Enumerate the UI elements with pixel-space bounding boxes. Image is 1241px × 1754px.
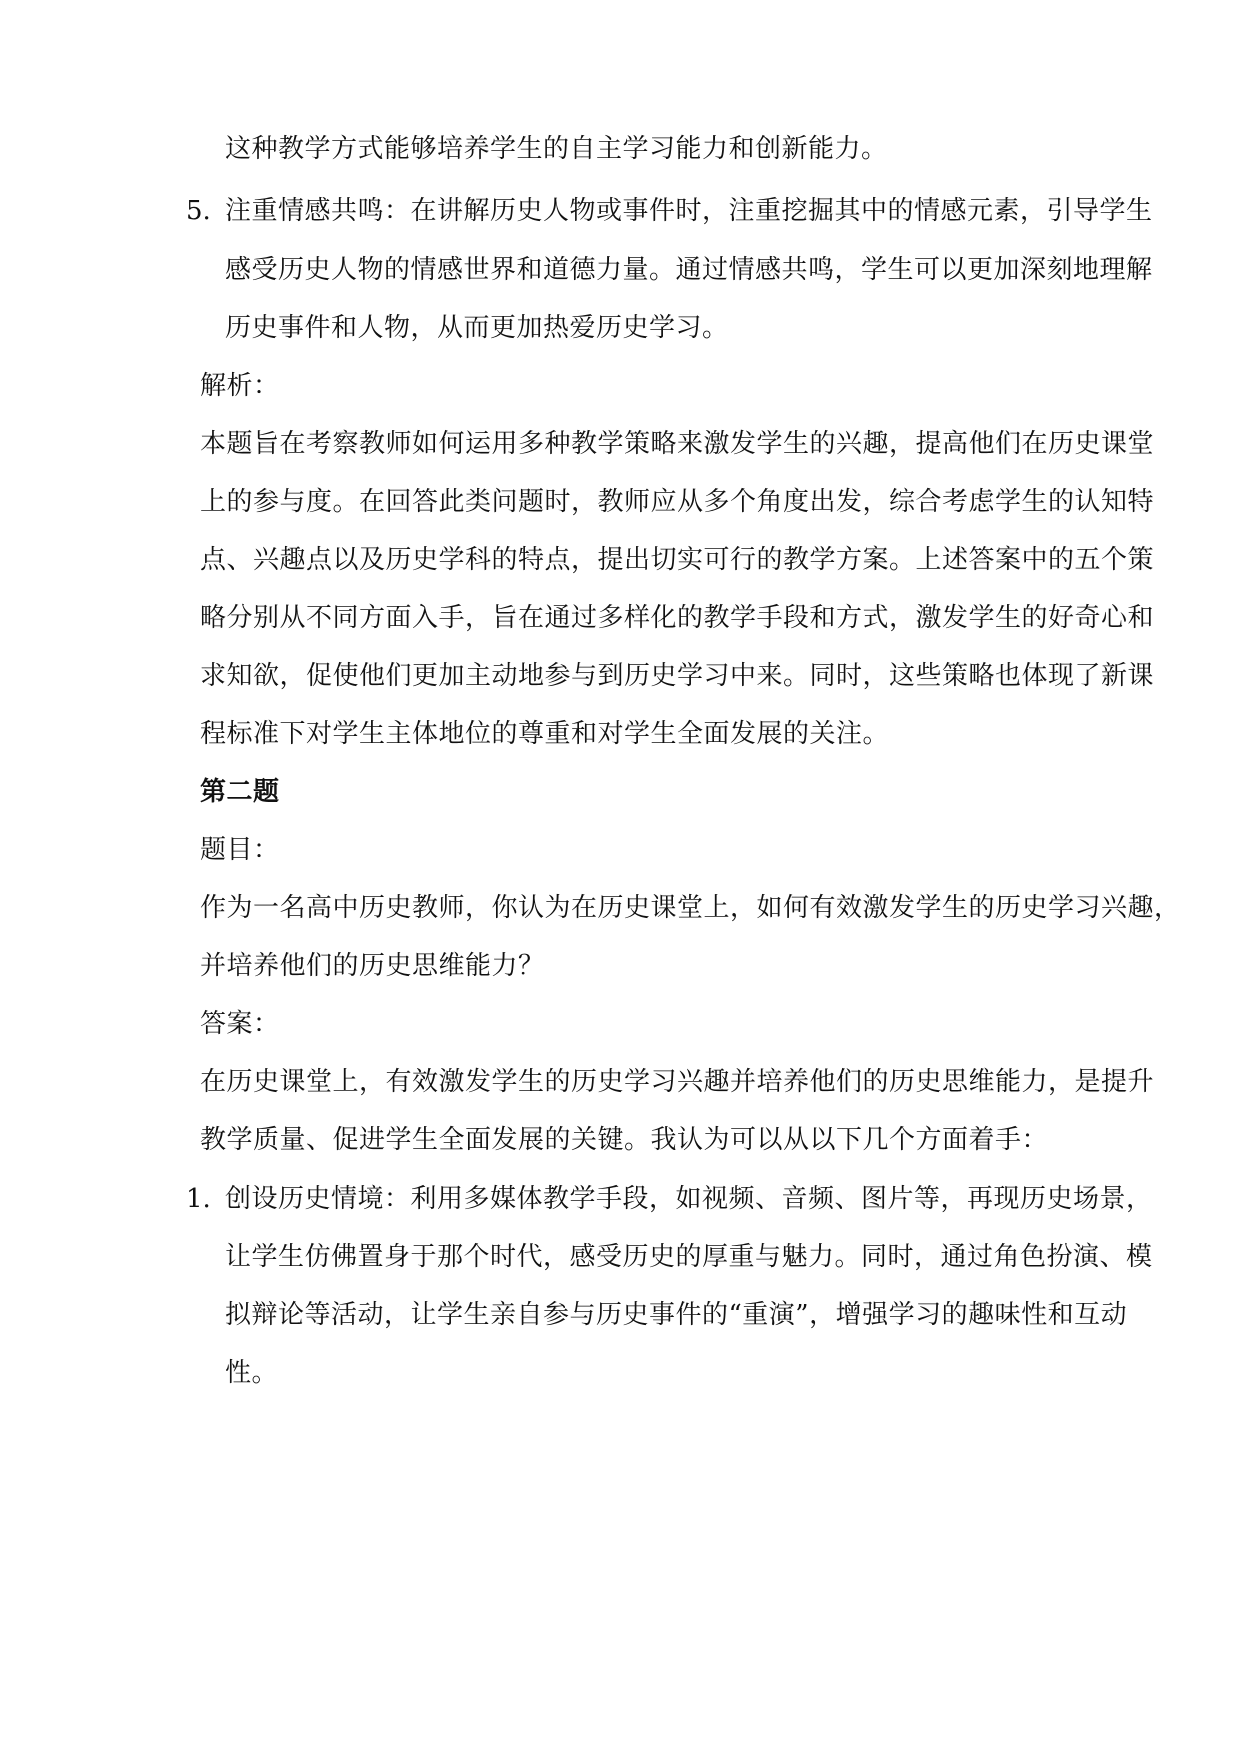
answer-line-1: 在历史课堂上，有效激发学生的历史学习兴趣并培养他们的历史思维能力，是提升	[200, 1067, 1155, 1097]
analysis-line-5: 求知欲，促使他们更加主动地参与到历史学习中来。同时，这些策略也体现了新课	[200, 661, 1155, 691]
analysis-line-3: 点、兴趣点以及历史学科的特点，提出切实可行的教学方案。上述答案中的五个策	[200, 545, 1155, 575]
list-item-1-line-4: 性。	[225, 1358, 279, 1388]
question-line-1: 作为一名高中历史教师，你认为在历史课堂上，如何有效激发学生的历史学习兴趣，	[200, 893, 1181, 923]
list-item-5-line-3: 历史事件和人物，从而更加热爱历史学习。	[225, 313, 729, 343]
analysis-line-6: 程标准下对学生主体地位的尊重和对学生全面发展的关注。	[200, 719, 890, 749]
list-item-1-line-3: 拟辩论等活动，让学生亲自参与历史事件的“重演”，增强学习的趣味性和互动	[225, 1300, 1128, 1330]
question-line-2: 并培养他们的历史思维能力？	[200, 951, 545, 981]
list-number-1: 1.	[186, 1184, 211, 1214]
list-item-5-line-2: 感受历史人物的情感世界和道德力量。通过情感共鸣，学生可以更加深刻地理解	[225, 255, 1153, 285]
analysis-line-1: 本题旨在考察教师如何运用多种教学策略来激发学生的兴趣，提高他们在历史课堂	[200, 429, 1155, 459]
analysis-label: 解析：	[200, 371, 280, 401]
section-heading: 第二题	[200, 777, 280, 807]
analysis-line-2: 上的参与度。在回答此类问题时，教师应从多个角度出发，综合考虑学生的认知特	[200, 487, 1155, 517]
list-number-5: 5.	[186, 196, 211, 226]
paragraph-continuation: 这种教学方式能够培养学生的自主学习能力和创新能力。	[225, 134, 888, 164]
question-label: 题目：	[200, 835, 280, 865]
list-item-1-line-2: 让学生仿佛置身于那个时代，感受历史的厚重与魅力。同时，通过角色扮演、模	[225, 1242, 1153, 1272]
analysis-line-4: 略分别从不同方面入手，旨在通过多样化的教学手段和方式，激发学生的好奇心和	[200, 603, 1155, 633]
answer-line-2: 教学质量、促进学生全面发展的关键。我认为可以从以下几个方面着手：	[200, 1125, 1049, 1155]
list-item-1-line-1: 创设历史情境：利用多媒体教学手段，如视频、音频、图片等，再现历史场景，	[225, 1184, 1153, 1214]
list-item-5-line-1: 注重情感共鸣：在讲解历史人物或事件时，注重挖掘其中的情感元素，引导学生	[225, 196, 1153, 226]
answer-label: 答案：	[200, 1009, 280, 1039]
